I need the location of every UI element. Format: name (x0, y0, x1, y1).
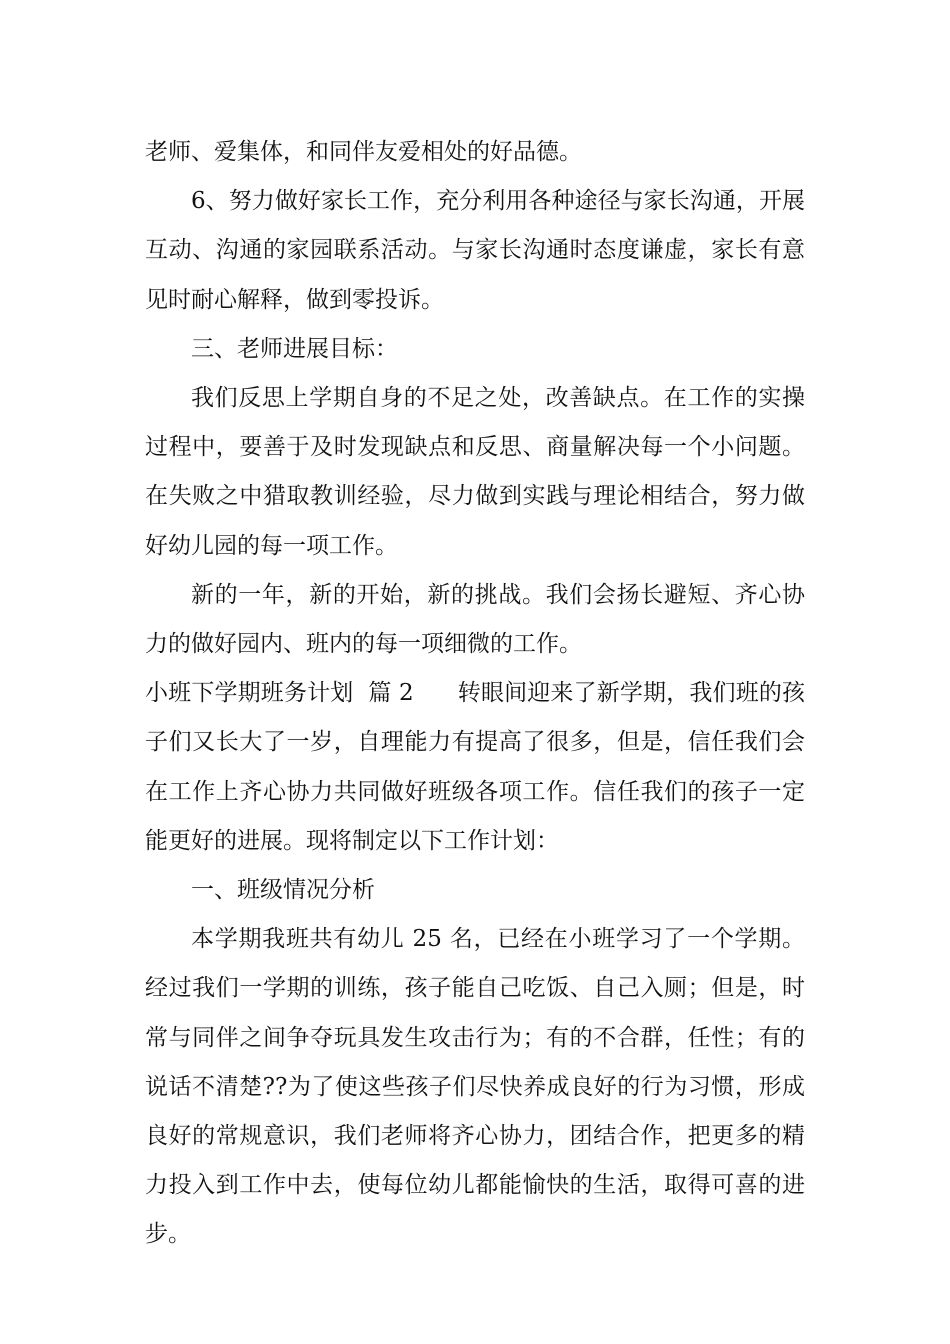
document-body (145, 128, 805, 1260)
plan-part-label: 篇 2 (368, 680, 414, 707)
paragraph-1: 老师、爱集体，和同伴友爱相处的好品德。 (145, 139, 582, 165)
section-title-class-analysis: 一、班级情况分析 (191, 877, 375, 904)
section-title-teacher-goals: 三、老师进展目标： (191, 335, 398, 362)
plan-heading-paragraph (145, 669, 805, 866)
paragraph-2: 6、努力做好家长工作，充分利用各种途径与家长沟通，开展互动、沟通的家园联系活动。与家长沟通时态度谦虚，家长有意见时耐心解释，做到零投诉。 (145, 188, 805, 313)
plan-intro-text: 转眼间迎来了新学期，我们班的孩子们又长大了一岁，自理能力有提高了很多，但是，信任我们会在工作上齐心协力共同做好班级各项工作。信任我们的孩子一定能更好的进展。现将制定以下工作计划： (145, 680, 806, 854)
paragraph-3: 我们反思上学期自身的不足之处，改善缺点。在工作的实操过程中，要善于及时发现缺点和反思、商量解决每一个小问题。在失败之中猎取教训经验，尽力做到实践与理论相结合，努力做好幼儿园的每一项工作。 (145, 385, 805, 559)
plan-title: 小班下学期班务计划 (145, 680, 354, 707)
paragraph-5: 本学期我班共有幼儿 25 名，已经在小班学习了一个学期。经过我们一学期的训练，孩子能自己吃饭、自己入厕；但是，时常与同伴之间争夺玩具发生攻击行为；有的不合群，任性；有的说话不清楚??为了使这些孩子们尽快养成良好的行为习惯，形成良好的常规意识，我们老师将齐心协力，团结合作，把更多的精力投入到工作中去，使每位幼儿都能愉快的生活，取得可喜的进步。 (145, 926, 805, 1248)
paragraph-4: 新的一年，新的开始，新的挑战。我们会扬长避短、齐心协力的做好园内、班内的每一项细微的工作。 (145, 581, 805, 658)
